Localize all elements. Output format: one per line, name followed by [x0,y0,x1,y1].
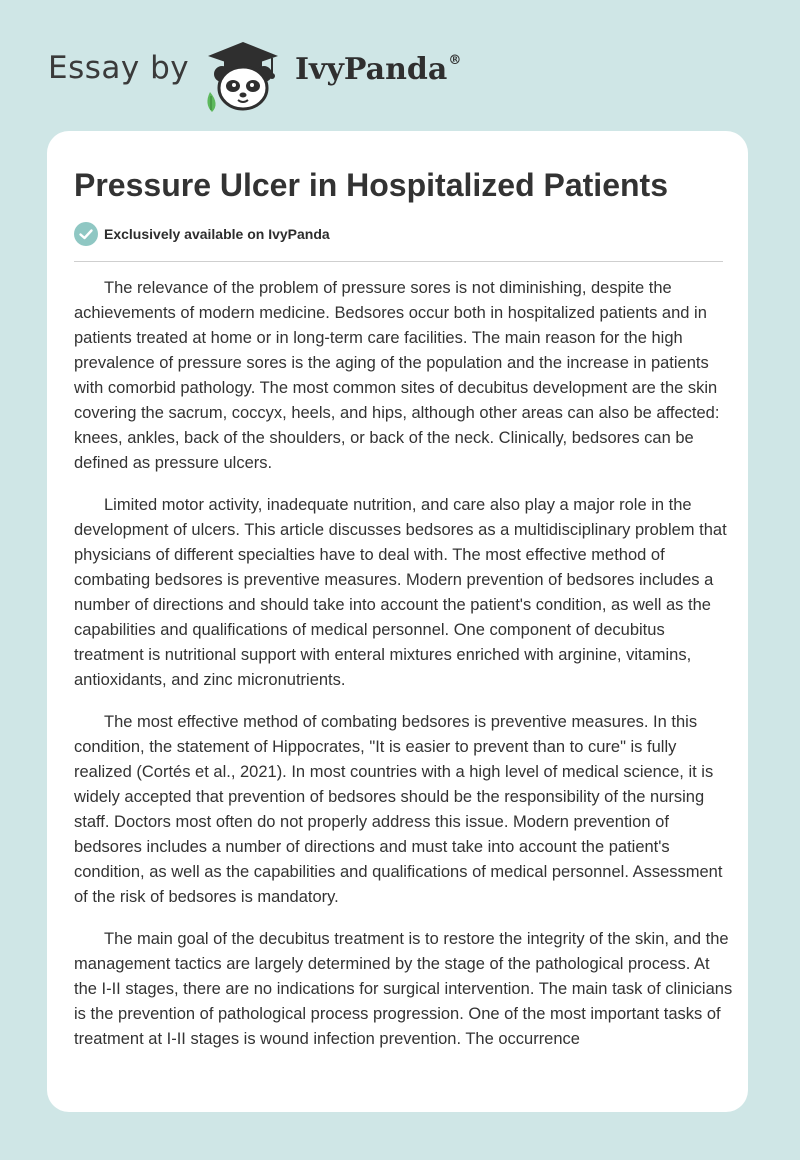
panda-logo-icon [200,34,286,114]
brand-prefix: Essay by [48,50,190,86]
registered-mark: ® [448,53,462,68]
article-card [47,131,748,1112]
article-title: Pressure Ulcer in Hospitalized Patients [74,167,668,203]
brand-name: IvyPanda® [295,52,462,87]
article-paragraph: The relevance of the problem of pressure sores is not diminishing, despite the achievements of modern medicine. Bedsores occur both in hospitalized patients and in patients treated at home or in long-term care facilities. The main reason for the high prevalence of pressure sores is the aging of the population and the increase in patients with comorbid pathology. The most common sites of decubitus development are the skin covering the sacrum, coccyx, heels, and hips, although other areas can also be affected: knees, ankles, back of the shoulders, or back of the neck. Clinically, bedsores can be defined as pressure ulcers. [74,279,720,472]
exclusive-badge [74,222,330,246]
article-paragraph: The main goal of the decubitus treatment is to restore the integrity of the skin, and the management tactics are largely determined by the stage of the pathological process. At the I-II stages, there are no indications for surgical intervention. The main task of clinicians is the prevention of pathological process progression. One of the most important tasks of treatment at I-II stages is wound infection prevention. The occurrence [74,930,733,1048]
exclusive-badge-text: Exclusively available on IvyPanda [104,226,330,242]
article-paragraph: Limited motor activity, inadequate nutrition, and care also play a major role in the development of ulcers. This article discusses bedsores as a multidisciplinary problem that physicians of different specialties have to deal with. The most effective method of combating bedsores is preventive measures. Modern prevention of bedsores includes a number of directions and should take into account the patient's condition, as well as the capabilities and qualifications of medical personnel. One component of decubitus treatment is nutritional support with enteral mixtures enriched with arginine, vitamins, antioxidants, and zinc micronutrients. [74,496,727,689]
article-body [74,276,734,1069]
check-circle-icon [74,222,98,246]
article-paragraph: The most effective method of combating bedsores is preventive measures. In this condition, the statement of Hippocrates, "It is easier to prevent than to cure" is fully realized (Cortés et al., 2021). In most countries with a high level of medical science, it is widely accepted that prevention of bedsores should be the responsibility of the nursing staff. Doctors most often do not properly address this issue. Modern prevention of bedsores includes a number of directions and must take into account the patient's condition, as well as the capabilities and qualifications of medical personnel. Assessment of the risk of bedsores is mandatory. [74,713,723,906]
site-brand[interactable] [48,34,488,114]
title-divider [74,261,723,262]
